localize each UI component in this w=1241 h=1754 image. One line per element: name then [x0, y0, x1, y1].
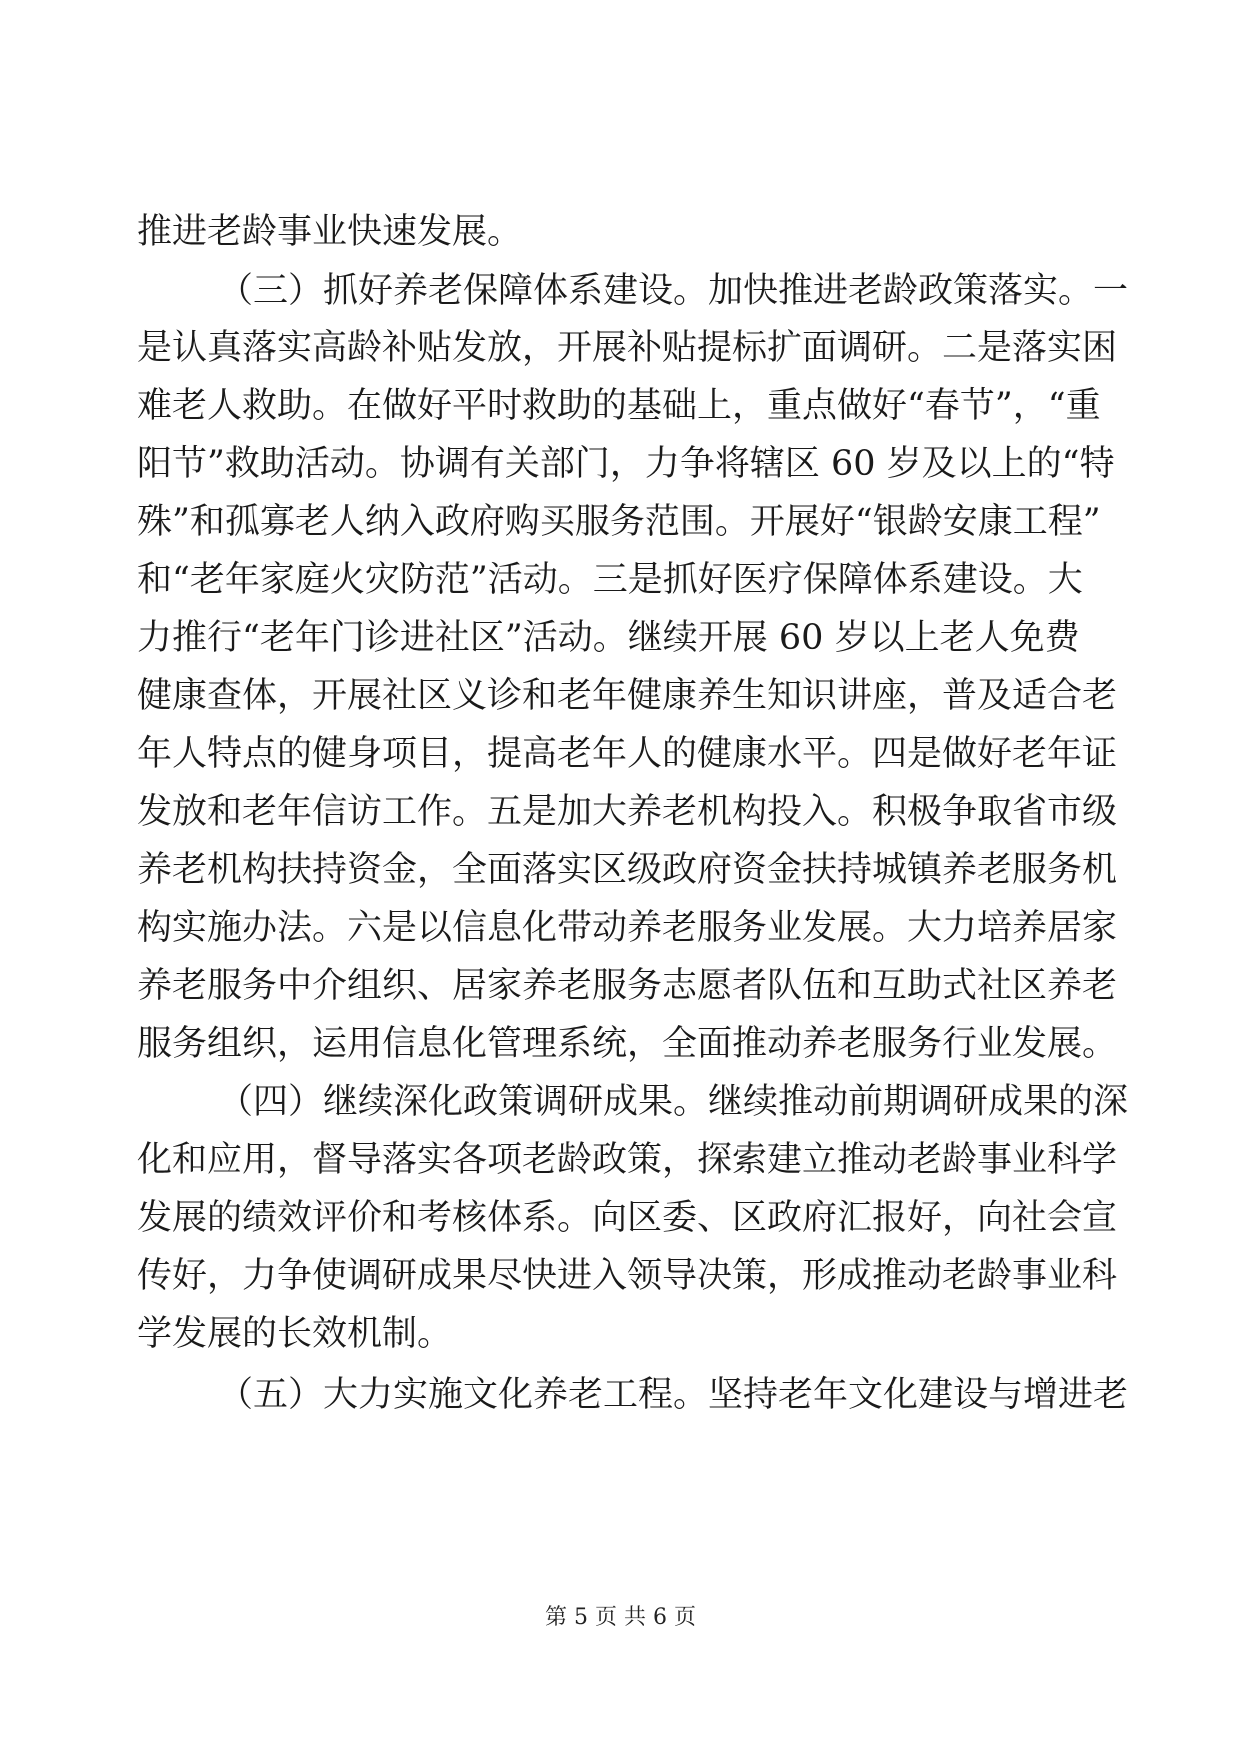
- text-line: （三）抓好养老保障体系建设。加快推进老龄政策落实。一: [218, 271, 1129, 311]
- text-line: 养老服务中介组织、居家养老服务志愿者队伍和互助式社区养老: [137, 966, 1118, 1006]
- text-line: 健康查体，开展社区义诊和老年健康养生知识讲座，普及适合老: [137, 676, 1118, 716]
- text-line: 化和应用，督导落实各项老龄政策，探索建立推动老龄事业科学: [137, 1140, 1118, 1180]
- text-line: 发放和老年信访工作。五是加大养老机构投入。积极争取省市级: [137, 792, 1118, 832]
- text-line: 殊”和孤寡老人纳入政府购买服务范围。开展好“银龄安康工程”: [137, 502, 1101, 542]
- text-line: 力推行“老年门诊进社区”活动。继续开展 60 岁以上老人免费: [137, 618, 1080, 658]
- text-line: 难老人救助。在做好平时救助的基础上，重点做好“春节”，“重: [137, 386, 1101, 426]
- text-line: 传好，力争使调研成果尽快进入领导决策，形成推动老龄事业科: [137, 1256, 1118, 1296]
- text-line: 阳节”救助活动。协调有关部门，力争将辖区 60 岁及以上的“特: [137, 444, 1115, 484]
- text-line: 和“老年家庭火灾防范”活动。三是抓好医疗保障体系建设。大: [137, 560, 1083, 600]
- text-line: 构实施办法。六是以信息化带动养老服务业发展。大力培养居家: [137, 908, 1118, 948]
- text-line: 学发展的长效机制。: [137, 1314, 453, 1354]
- page-footer: 第 5 页 共 6 页: [545, 1605, 696, 1630]
- text-line: 服务组织，运用信息化管理系统，全面推动养老服务行业发展。: [137, 1024, 1118, 1064]
- text-line: （四）继续深化政策调研成果。继续推动前期调研成果的深: [218, 1082, 1129, 1122]
- text-line: 年人特点的健身项目，提高老年人的健康水平。四是做好老年证: [137, 734, 1118, 774]
- text-line: 推进老龄事业快速发展。: [137, 212, 523, 252]
- text-line: （五）大力实施文化养老工程。坚持老年文化建设与增进老: [218, 1375, 1129, 1415]
- text-line: 发展的绩效评价和考核体系。向区委、区政府汇报好，向社会宣: [137, 1198, 1118, 1238]
- text-line: 是认真落实高龄补贴发放，开展补贴提标扩面调研。二是落实困: [137, 328, 1118, 368]
- text-line: 养老机构扶持资金，全面落实区级政府资金扶持城镇养老服务机: [137, 850, 1118, 890]
